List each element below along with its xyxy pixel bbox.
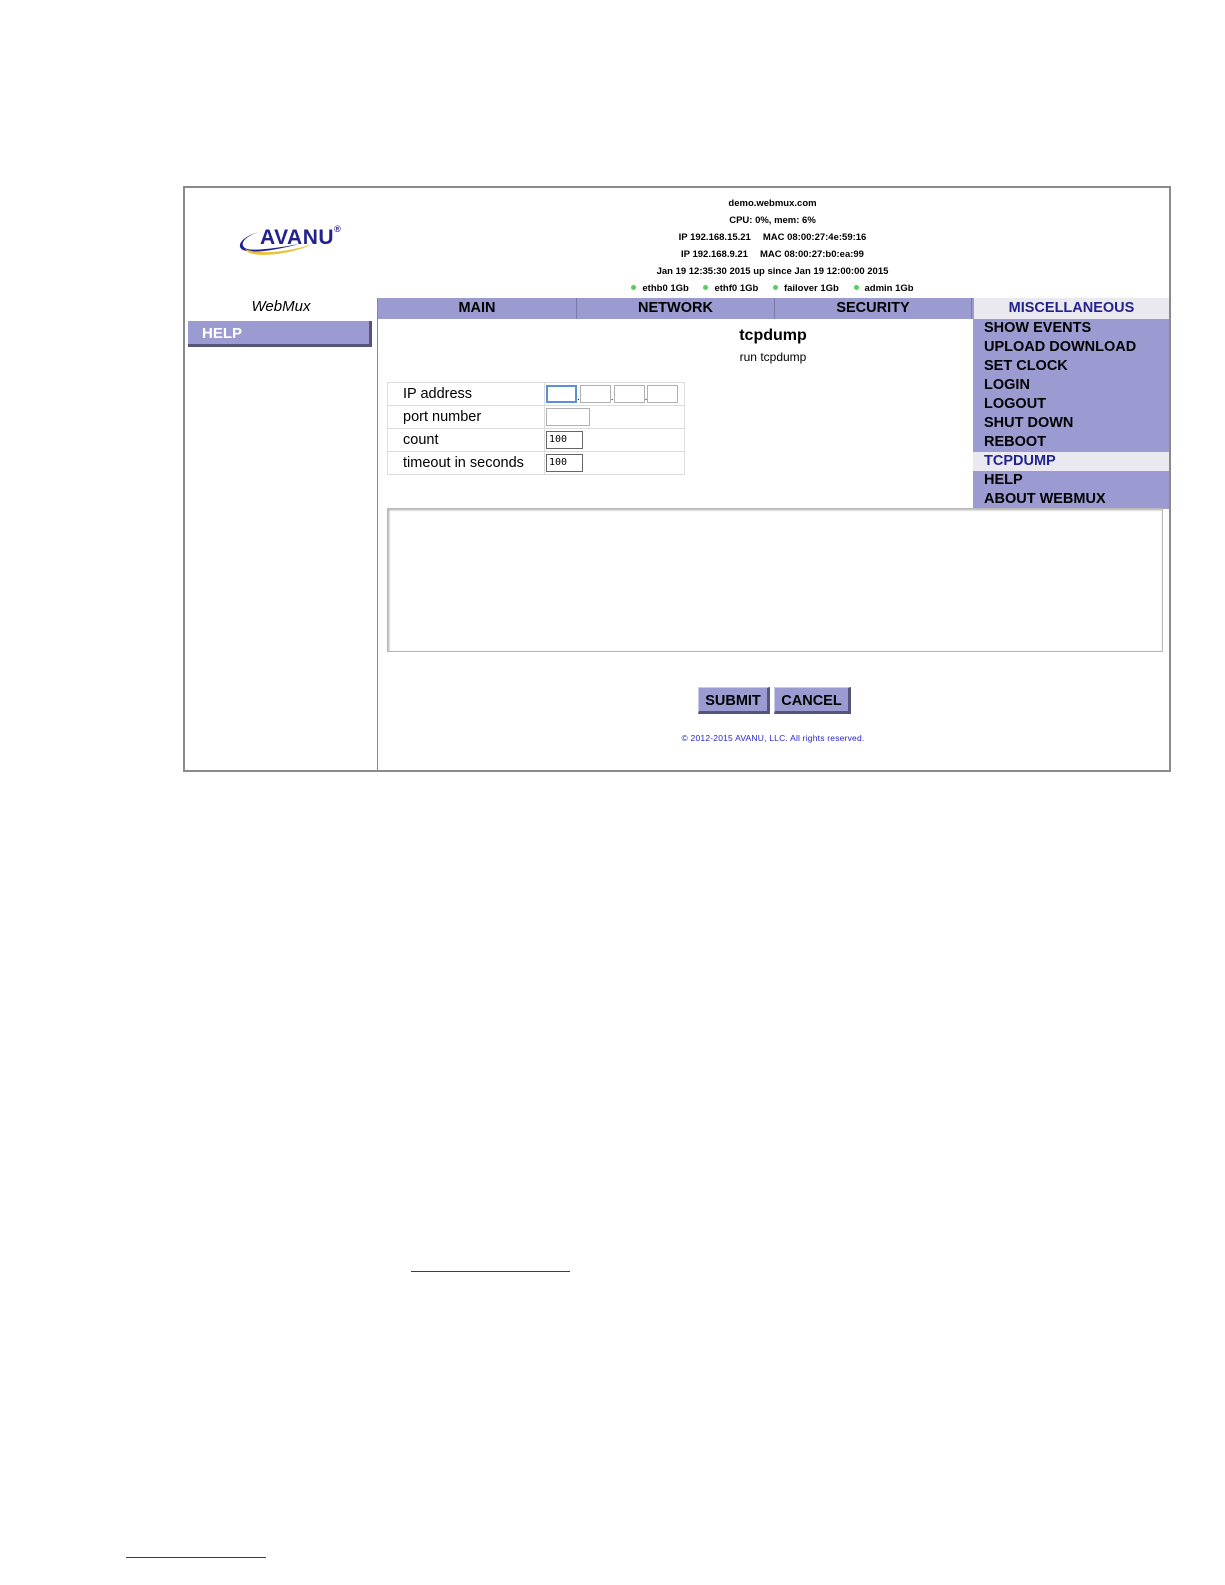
registered-mark: ® bbox=[334, 224, 342, 234]
ip-separator: . bbox=[610, 392, 614, 403]
tcpdump-form bbox=[387, 382, 685, 475]
ip-octet-1-input[interactable] bbox=[546, 385, 577, 403]
interface-2 bbox=[378, 246, 1167, 263]
status-dot-icon bbox=[631, 285, 636, 290]
interface-2-ip: IP 192.168.9.21 bbox=[681, 249, 748, 260]
submenu-login[interactable]: LOGIN bbox=[984, 377, 1030, 393]
tab-security[interactable]: SECURITY bbox=[775, 298, 972, 319]
ip-separator: . bbox=[644, 392, 648, 403]
interface-1-ip: IP 192.168.15.21 bbox=[678, 232, 751, 243]
link-status-item bbox=[773, 280, 839, 297]
sidebar-help-button[interactable]: HELP bbox=[188, 321, 372, 347]
form-row-ip bbox=[388, 383, 685, 406]
link-label: ethb0 1Gb bbox=[642, 283, 689, 294]
output-textarea[interactable] bbox=[387, 508, 1163, 652]
misc-submenu bbox=[973, 319, 1169, 509]
tab-miscellaneous[interactable]: MISCELLANEOUS bbox=[972, 298, 1169, 319]
timeout-input[interactable]: 100 bbox=[546, 454, 583, 472]
interface-1-mac: MAC 08:00:27:4e:59:16 bbox=[762, 232, 867, 243]
resource-usage: CPU: 0%, mem: 6% bbox=[729, 215, 816, 226]
hyperlink-underline[interactable] bbox=[411, 1271, 570, 1272]
port-number-label: port number bbox=[388, 406, 545, 429]
uptime: Jan 19 12:35:30 2015 up since Jan 19 12:00:00 2015 bbox=[656, 266, 889, 277]
cancel-button[interactable]: CANCEL bbox=[774, 687, 851, 714]
submit-button[interactable]: SUBMIT bbox=[698, 687, 770, 714]
link-status bbox=[378, 280, 1167, 297]
submenu-about-webmux[interactable]: ABOUT WEBMUX bbox=[984, 491, 1106, 507]
avanu-logo bbox=[237, 222, 347, 262]
ip-octet-3-input[interactable] bbox=[614, 385, 645, 403]
submenu-reboot[interactable]: REBOOT bbox=[984, 434, 1047, 450]
sidebar-title: WebMux bbox=[251, 298, 311, 315]
count-cell bbox=[545, 429, 685, 452]
link-status-item bbox=[703, 280, 758, 297]
port-number-cell bbox=[545, 406, 685, 429]
submenu-shut-down[interactable]: SHUT DOWN bbox=[984, 415, 1074, 431]
link-label: admin 1Gb bbox=[864, 283, 914, 294]
ip-separator: . bbox=[577, 392, 580, 403]
submenu-logout[interactable]: LOGOUT bbox=[984, 396, 1047, 412]
main-tabs bbox=[378, 298, 1169, 319]
timeout-cell bbox=[545, 452, 685, 475]
form-row-timeout bbox=[388, 452, 685, 475]
status-dot-icon bbox=[703, 285, 708, 290]
ip-address-label: IP address bbox=[388, 383, 545, 406]
page-title: tcpdump bbox=[739, 327, 807, 344]
link-label: failover 1Gb bbox=[783, 283, 839, 294]
brand-text: AVANU bbox=[260, 226, 335, 249]
ip-octet-4-input[interactable] bbox=[644, 385, 678, 403]
count-input[interactable]: 100 bbox=[546, 431, 583, 449]
ip-address-field bbox=[545, 383, 685, 406]
submenu-upload-download[interactable]: UPLOAD DOWNLOAD bbox=[984, 339, 1137, 355]
footnote-rule bbox=[126, 1557, 266, 1558]
submenu-help[interactable]: HELP bbox=[984, 472, 1023, 488]
submenu-set-clock[interactable]: SET CLOCK bbox=[984, 358, 1068, 374]
status-dot-icon bbox=[854, 285, 859, 290]
link-label: ethf0 1Gb bbox=[714, 283, 759, 294]
count-label: count bbox=[388, 429, 545, 452]
webmux-window bbox=[183, 186, 1171, 772]
submenu-show-events[interactable]: SHOW EVENTS bbox=[984, 320, 1092, 336]
hostname: demo.webmux.com bbox=[728, 198, 817, 209]
brand-name bbox=[260, 226, 341, 250]
column-divider bbox=[377, 298, 378, 770]
form-row-count bbox=[388, 429, 685, 452]
link-status-item bbox=[854, 280, 914, 297]
timeout-label: timeout in seconds bbox=[388, 452, 545, 475]
interface-2-mac: MAC 08:00:27:b0:ea:99 bbox=[759, 249, 864, 260]
interface-1 bbox=[378, 229, 1167, 246]
system-status bbox=[378, 195, 1167, 297]
page-subtitle: run tcpdump bbox=[739, 350, 807, 364]
link-status-item bbox=[631, 280, 688, 297]
tab-network[interactable]: NETWORK bbox=[577, 298, 775, 319]
port-number-input[interactable] bbox=[546, 408, 590, 426]
form-row-port bbox=[388, 406, 685, 429]
submenu-tcpdump[interactable]: TCPDUMP bbox=[973, 452, 1169, 471]
ip-octet-2-input[interactable] bbox=[580, 385, 611, 403]
tab-main[interactable]: MAIN bbox=[378, 298, 577, 319]
status-dot-icon bbox=[773, 285, 778, 290]
copyright-text: © 2012-2015 AVANU, LLC. All rights reserved. bbox=[681, 733, 865, 743]
